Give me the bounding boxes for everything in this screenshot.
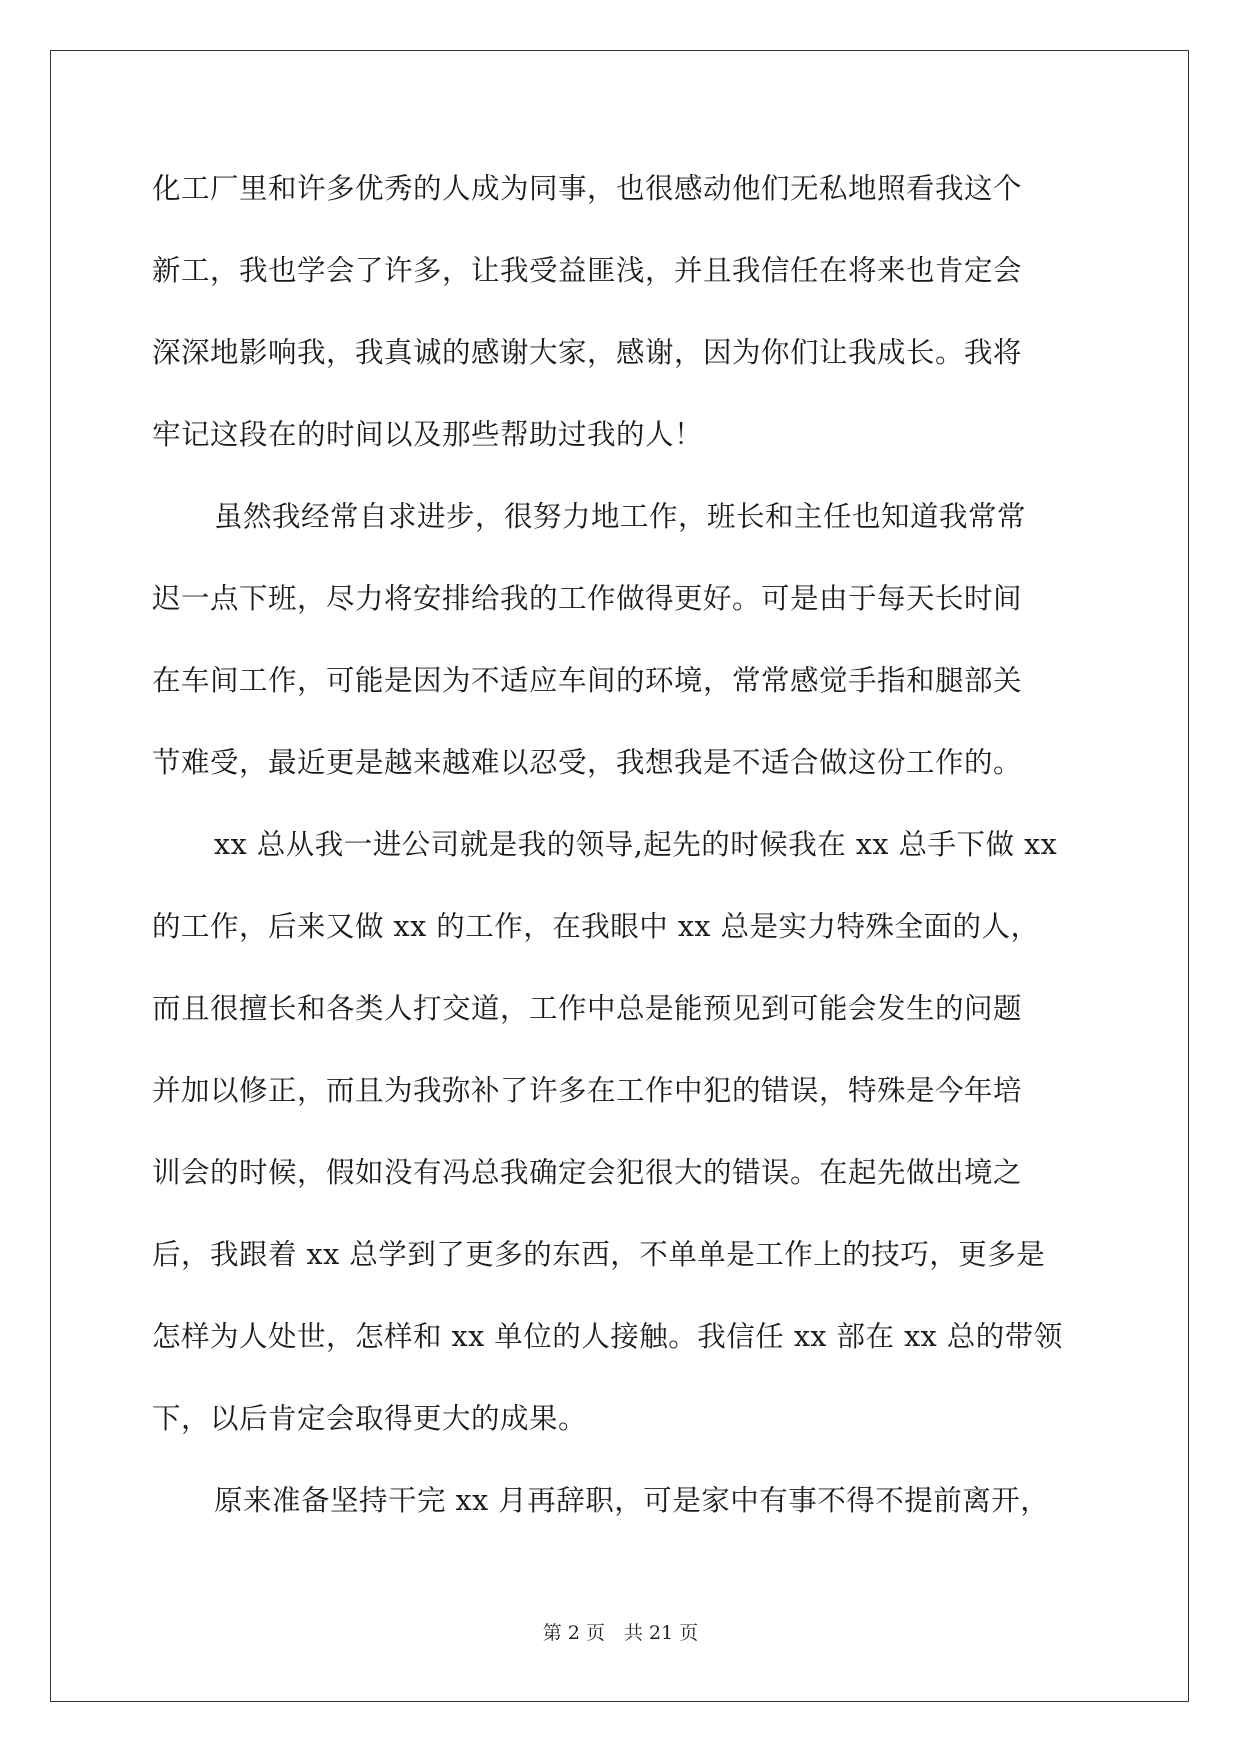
paragraph-start-line: 虽然我经常自求进步，很努力地工作，班长和主任也知道我常常 [214, 500, 1027, 533]
text-line: 新工，我也学会了许多，让我受益匪浅，并且我信任在将来也肯定会 [152, 254, 1023, 287]
text-line: 节难受，最近更是越来越难以忍受，我想我是不适合做这份工作的。 [152, 746, 1023, 779]
text-line: 而且很擅长和各类人打交道，工作中总是能预见到可能会发生的问题 [152, 992, 1023, 1025]
text-line: 迟一点下班，尽力将安排给我的工作做得更好。可是由于每天长时间 [152, 582, 1023, 615]
page-footer [0, 1618, 1241, 1645]
text-line: 下，以后肯定会取得更大的成果。 [152, 1402, 588, 1435]
text-line: 化工厂里和许多优秀的人成为同事，也很感动他们无私地照看我这个 [152, 172, 1023, 205]
text-line: 深深地影响我，我真诚的感谢大家，感谢，因为你们让我成长。我将 [152, 336, 1023, 369]
text-line: 牢记这段在的时间以及那些帮助过我的人！ [152, 418, 704, 451]
text-line: 怎样为人处世，怎样和 xx 单位的人接触。我信任 xx 部在 xx 总的带领 [152, 1320, 1063, 1353]
paragraph-start-line: 原来准备坚持干完 xx 月再辞职，可是家中有事不得不提前离开， [214, 1484, 1050, 1517]
text-line: 在车间工作，可能是因为不适应车间的环境，常常感觉手指和腿部关 [152, 664, 1023, 697]
text-line: 的工作，后来又做 xx 的工作，在我眼中 xx 总是实力特殊全面的人， [152, 910, 1040, 943]
page-number-label: 第 2 页 共 21 页 [542, 1622, 699, 1644]
paragraph-start-line: xx 总从我一进公司就是我的领导,起先的时候我在 xx 总手下做 xx [214, 828, 1058, 861]
text-line: 并加以修正，而且为我弥补了许多在工作中犯的错误，特殊是今年培 [152, 1074, 1023, 1107]
document-body [152, 148, 1092, 1542]
text-line: 训会的时候，假如没有冯总我确定会犯很大的错误。在起先做出境之 [152, 1156, 1023, 1189]
text-line: 后，我跟着 xx 总学到了更多的东西，不单单是工作上的技巧，更多是 [152, 1238, 1046, 1271]
